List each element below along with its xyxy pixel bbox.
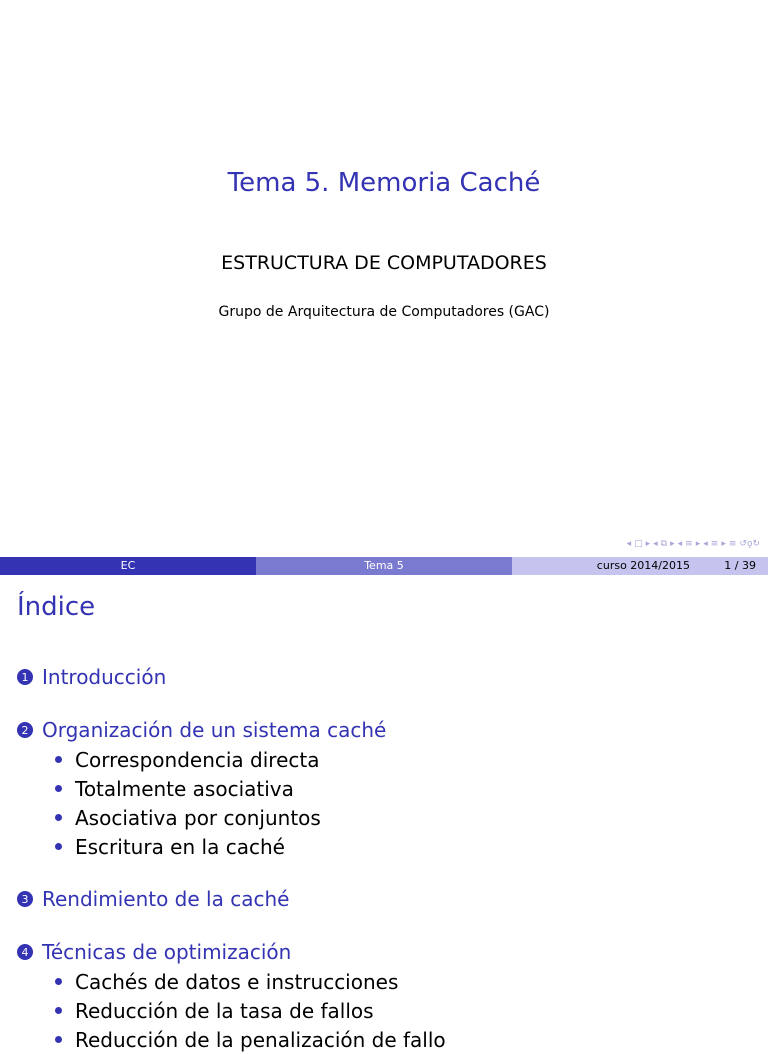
nav-next-icon[interactable]: ▸ [695,539,701,549]
nav-section-icon[interactable]: ≡ [710,539,719,549]
subsection-label: Reducción de la tasa de fallos [75,998,374,1023]
subsection-label: Reducción de la penalización de fallo [75,1027,446,1052]
table-of-contents [17,662,757,1054]
nav-subsection-icon[interactable]: ⧉ [660,539,668,549]
presentation-author: Grupo de Arquitectura de Computadores (GAC) [218,304,550,320]
nav-prev-icon[interactable]: ◂ [626,539,632,549]
subsection-label: Totalmente asociativa [75,776,294,801]
footer-date: curso 2014/2015 [596,559,690,572]
nav-section-icon[interactable]: ≡ [685,539,693,549]
toc-subsection[interactable] [55,803,757,832]
toc-section[interactable] [17,662,757,692]
toc-section[interactable] [17,715,757,745]
presentation-title: Tema 5. Memoria Caché [227,168,541,198]
subsection-label: Escritura en la caché [75,834,285,859]
section-number-badge: 1 [17,669,33,685]
bullet-icon [55,785,62,792]
footer-bar [0,557,768,575]
bullet-icon [55,978,62,985]
subsection-label: Correspondencia directa [75,747,320,772]
toc-subsection[interactable] [55,1025,757,1054]
section-label: Rendimiento de la caché [42,887,290,911]
footer-short-title: Tema 5 [256,557,512,575]
bullet-icon [55,843,62,850]
toc-section[interactable] [17,937,757,967]
bullet-icon [55,814,62,821]
nav-next-icon[interactable]: ▸ [721,539,726,549]
section-number-badge: 4 [17,944,33,960]
toc-subsection[interactable] [55,745,757,774]
toc-subsection[interactable] [55,967,757,996]
nav-frame-icon[interactable]: □ [634,539,643,549]
subsection-list [17,745,757,861]
toc-subsection[interactable] [55,996,757,1025]
footer-page-number: 1 / 39 [724,559,756,572]
nav-doc-icon[interactable]: ≡ [728,539,737,549]
bullet-icon [55,756,62,763]
footer-info [512,557,768,575]
nav-prev-icon[interactable]: ◂ [703,539,708,549]
toc-section[interactable] [17,884,757,914]
presentation-subtitle: ESTRUCTURA DE COMPUTADORES [221,252,547,274]
nav-search-icon[interactable]: ↺ǫ↻ [739,539,760,549]
subsection-list [17,967,757,1054]
section-label: Organización de un sistema caché [42,718,387,742]
section-label: Técnicas de optimización [42,940,292,964]
footer-short-author: EC [0,557,256,575]
nav-next-icon[interactable]: ▸ [670,539,675,549]
bullet-icon [55,1036,62,1043]
subsection-label: Cachés de datos e instrucciones [75,969,399,994]
toc-subsection[interactable] [55,774,757,803]
bullet-icon [55,1007,62,1014]
section-label: Introducción [42,665,167,689]
section-number-badge: 2 [17,722,33,738]
frame-title: Índice [17,592,96,622]
index-slide [0,576,768,1052]
nav-prev-icon[interactable]: ◂ [653,539,658,549]
subsection-label: Asociativa por conjuntos [75,805,321,830]
section-number-badge: 3 [17,891,33,907]
toc-subsection[interactable] [55,832,757,861]
beamer-navigation [627,537,760,551]
nav-prev-icon[interactable]: ◂ [677,539,683,549]
nav-next-icon[interactable]: ▸ [645,539,651,549]
